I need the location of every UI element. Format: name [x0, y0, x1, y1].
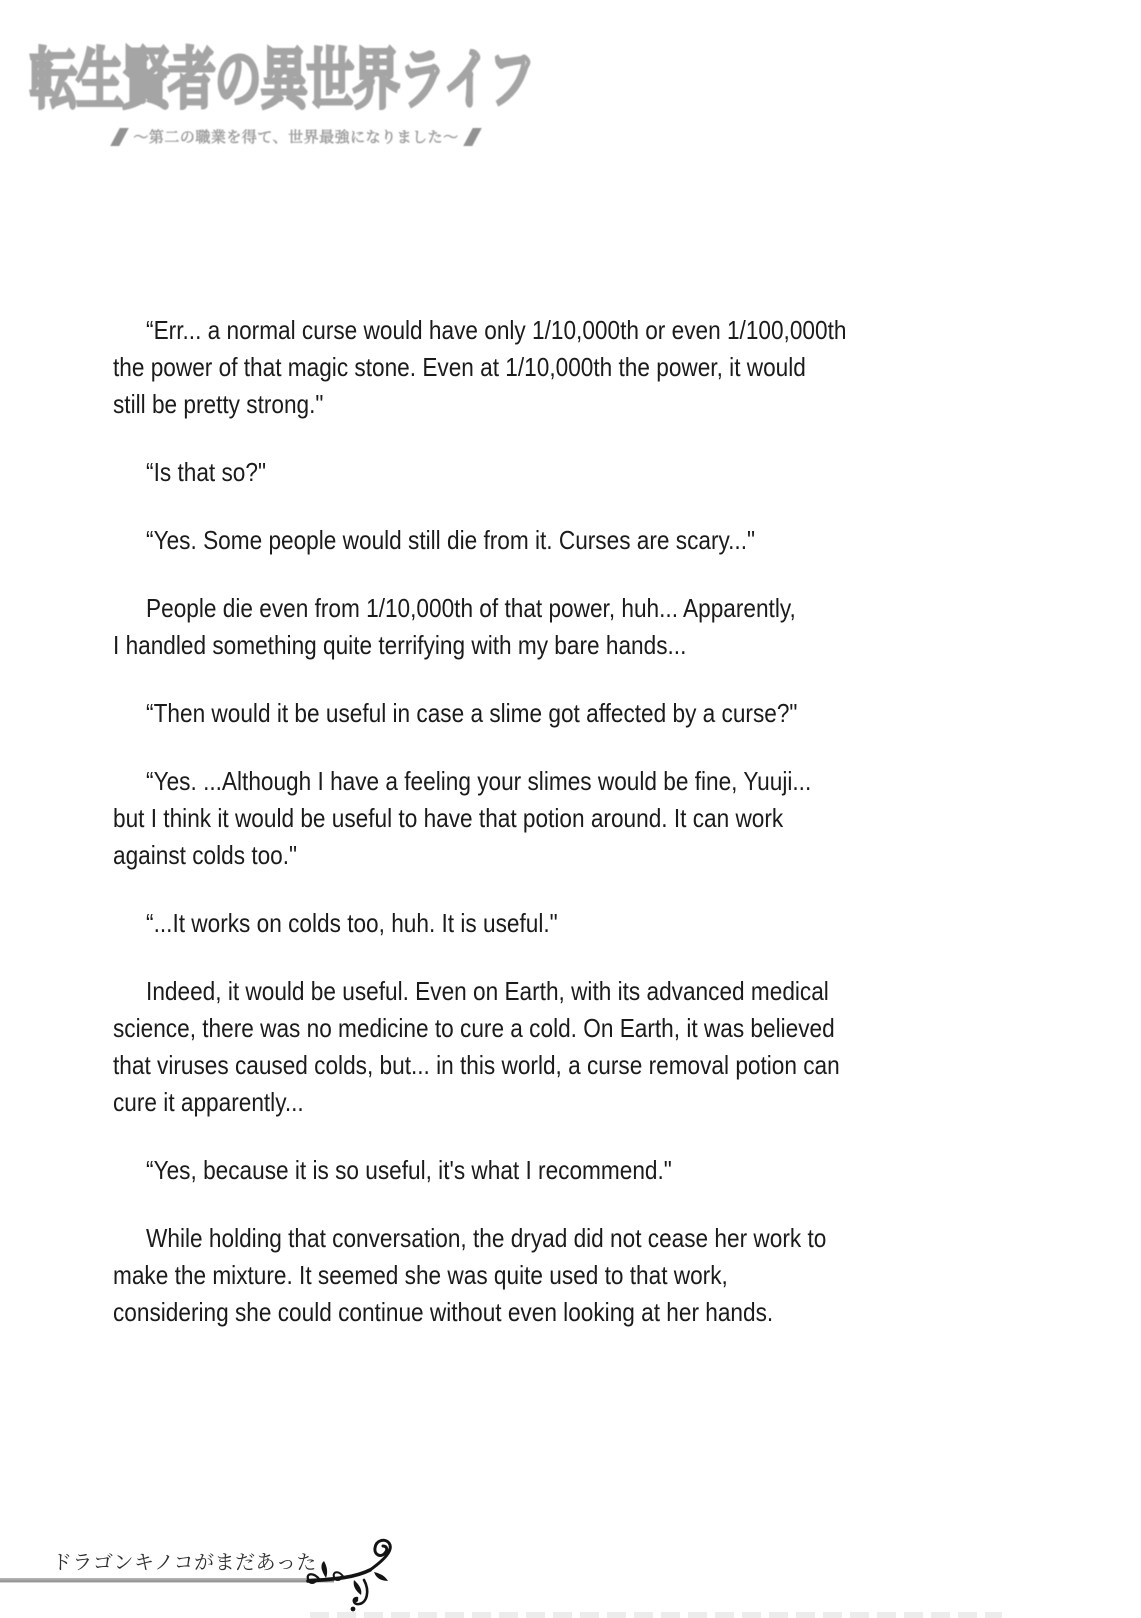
paragraph: “...It works on colds too, huh. It is useful." [146, 908, 558, 938]
paragraph: “Yes, because it is so useful, it's what I recommend." [146, 1155, 672, 1185]
chapter-footer [0, 1535, 1141, 1618]
subtitle-slash-right-icon [463, 128, 482, 146]
paragraph: People die even from 1/10,000th of that power, huh... Apparently, I handled something quite terrifying with my bare hands... [113, 593, 796, 660]
page-text [113, 312, 992, 1362]
paragraph: While holding that conversation, the dryad did not cease her work to make the mixture. It seemed she was quite used to that work, considering she could continue without even looking at her hands. [113, 1223, 827, 1327]
series-logo-subtitle: 〜第二の職業を得て、世界最強になりました〜 [133, 128, 459, 146]
series-logo-subtitle-row [110, 126, 482, 147]
paragraph: “Err... a normal curse would have only 1/10,000th or even 1/100,000th the power of that magic stone. Even at 1/10,000th the power, it would still be pretty strong." [113, 315, 847, 419]
paragraph: “Yes. ...Although I have a feeling your slimes would be fine, Yuuji... but I think it would be useful to have that potion around. It can work against colds too." [113, 766, 812, 870]
series-logo [30, 41, 560, 146]
chapter-title: ドラゴンキノコがまだあった [52, 1550, 317, 1574]
paragraph: “Then would it be useful in case a slime got affected by a curse?" [146, 698, 798, 728]
flourish-ornament-icon [306, 1538, 398, 1614]
paragraph: Indeed, it would be useful. Even on Earth, with its advanced medical science, there was no medicine to cure a cold. On Earth, it was believed that viruses caused colds, but... in this world, a curse removal potion can cure it apparently... [113, 976, 840, 1117]
footer-rule [0, 1578, 334, 1583]
paragraph: “Is that so?" [146, 457, 266, 487]
next-page-text-fragment [310, 1612, 1002, 1618]
subtitle-slash-left-icon [111, 128, 130, 146]
series-logo-title: 転生賢者の異世界ライフ [30, 41, 535, 118]
paragraph: “Yes. Some people would still die from it. Curses are scary..." [146, 525, 756, 555]
